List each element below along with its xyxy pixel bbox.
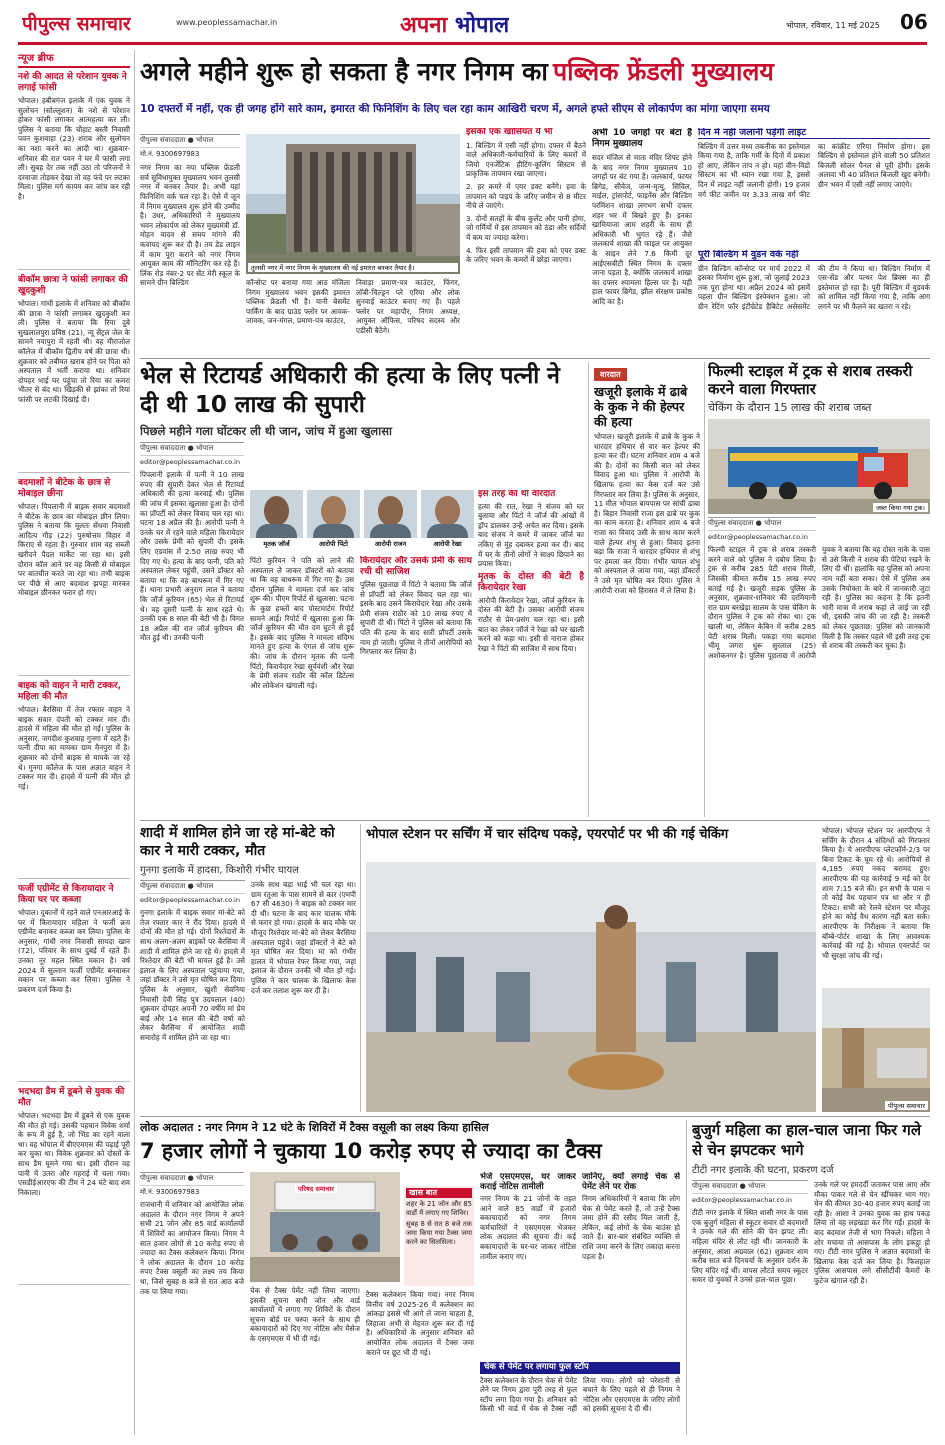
wood-box: [698, 250, 930, 354]
lokadalat-photo-caption: परिषद समाचार: [295, 1184, 337, 1193]
middle-rule: [140, 820, 930, 821]
wood-title: पूरी बिल्डिंग में वुडन वर्क नहीं: [698, 250, 930, 261]
offices-title: अभी 10 जगहों पर बंटा है निगम मुख्यालय: [592, 128, 692, 149]
mugshot-photo: [364, 490, 417, 538]
truck-photo: [708, 419, 930, 514]
wedding-subhead: गुनगा इलाके में हादसा, किशोरी गंभीर घायल: [140, 865, 299, 876]
highlight-item: शहर के 21 जोन और 85 वार्डों में लगाए गए शिविर।: [406, 1199, 472, 1217]
station-body: [822, 826, 930, 986]
face-icon: [378, 496, 403, 526]
page-number: 06: [900, 10, 928, 34]
liquor-body: फिल्मी स्टाइल में ट्रक से शराब तस्करी करने वाले को पुलिस ने दबोच लिया है। ट्रक से करीब 285 पेटी शराब मिली, जिसकी कीमत करीब 15 लाख रुपए बताई गई है। खजूरी सड़क पुलिस के अनुसार, शुक्रवार-शनिवार की दरमियानी रात ग्राम बरखेड़ा सालम के पास चेकिंग के दौरान पुलिस ने ट्रक को रोका था। ट्रक खाली था, लेकिन केबिन में करीब 285 पेटी शराब मिली। पकड़ा गया बदमाश भीमू जगरा धुरू सुरलाल (25) अशोकनगर है। पुलिस पूछताछ में आरोपी युवक ने बताया कि वह दोस्त नाके के पास से उसे किसी ने शराब की पेटियां रखने के लिए दी थीं। हालांकि यह पुलिस को अपना नाम नहीं बता सका। ऐसे में पुलिस अब उसके नियोक्ता के बारे में जानकारी जुटा रही है। पुलिस का कहना है कि इतनी भारी मात्रा में शराब कहां ले जाई जा रही थी, इसकी जांच की जा रही है। तस्करी को लेकर पूछताछ: पुलिस को जानकारी मिली है कि तस्कर पहले भी इसी तरह ट्रक से शराब की तस्करी कर चुका है।: [708, 545, 930, 660]
chain-subhead: टीटी नगर इलाके की घटना, प्रकरण दर्ज: [692, 1165, 834, 1176]
feature-box-item: 2. हर कमरे में एयर डक्ट बनेंगे। हवा के तापमान को पाइप के जरिए जमीन से 8 मीटर नीचे ले जाएंगे।: [466, 181, 586, 211]
crime-kicker: वारदात: [594, 368, 627, 381]
murder-subhead: पिछले महीने गला घोंटकर ली थी जान, जांच में हुआ खुलासा: [140, 424, 392, 438]
highlight-title: खास बात: [406, 1188, 472, 1198]
lead-body-2: कॉन्सेप्ट पर बनाया गया आठ मंजिला निगम मुख्यालय भवन इसकी इमारत पब्लिक फ्रेंडली भी है। यानी बेसमेंट पार्किंग के बाद ग्राउंड फ्लोर पर आवक-जावक, जन-मंगल, प्रमाण-पत्र काउंटर,: [246, 278, 350, 326]
mugshot-photo: [421, 490, 474, 538]
murder-body-1: पिपलानी इलाके में पत्नी ने 10 लाख रुपए की सुपारी देकर भेल से रिटायर्ड अधिकारी की हत्या करवाई थी। पुलिस की जांच में इसका खुलासा हुआ है। दोनों का प्रॉपर्टी को लेकर विवाद चल रहा था। घटना 18 अप्रैल की है। आरोपी पत्नी ने उनके घर में रहने वाले महिला किरायेदार और उसके प्रेमी को सुपारी दी। इसके लिए एडवांस में 2.50 लाख रुपए भी दिए गए थे। हत्या के बाद पत्नी, पति को अस्पताल लेकर पहुंची, उसने डॉक्टर को बताया था कि वह बाथरूम में गिर गए हैं। थाना प्रभारी अनुराग लाल ने बताया कि जॉर्ज कुरियन (65) भेल से रिटायर्ड थे। वह दूसरी पत्नी के साथ रहते थे। उनकी एक 8 साल की बेटी भी है। विगत 18 अप्रैल की रात जॉर्ज कुरियन की मौत हुई थी। उनकी पत्नी: [140, 470, 244, 643]
feature-box-item: 1. बिल्डिंग में एसी नहीं होगा। दफ्तर में बैठने वाले अधिकारी-कर्मचारियों के लिए कमरों में जियो एनर्जेटिक हीटिंग-कूलिंग सिस्टम से प्राकृतिक तापमान रखा जाएगा।: [466, 140, 586, 179]
feature-box-list: [466, 141, 586, 265]
fullstop-box: [480, 1362, 680, 1434]
liquor-email: editor@peoplessamachar.co.in: [708, 532, 808, 541]
news-brief-body: भोपाल। गांधी इलाके में शनिवार को बीकॉम की छात्रा ने फांसी लगाकर खुदकुशी कर ली। पुलिस ने बताया कि रिया दुबे सुखलालपुरा प्रविष्ठ (21), न्यू सेंट्रल जेल के सामने नयापुरा में रहती थी। वह मीराजोल कॉलेज में बीकॉम द्वितीय वर्ष की छात्रा थी। शुक्रवार को तबीयत खराब होने पर पिता को अस्पताल में भर्ती कराया था। शनिवार दोपहर भाई घर पहुंचा तो रिया का कमरा भीतर से बंद था। खिड़की से झांका तो रिया फांसी पर लटकी दिखाई दी।: [18, 299, 130, 404]
lokadalat-column-2: [250, 1286, 360, 1434]
tenant-body: आरोपी किरायेदार रेखा, जॉर्ज कुरियन के दोस्त की बेटी है। उसका आरोपी संजय राठौर से प्रेम-प्रसंग चल रहा था। इसी बात का लेकर जॉर्ज ने रेखा को घर खाली करने को कहा था। इसी से नाराज होकर रेखा ने पिंटो की साजिश में साथ दिया।: [478, 595, 584, 653]
offices-body: सदर मंजिल से माता मंदिर शिफ्ट होने के बाद नगर निगम मुख्यालय 10 जगहों पर बंट गया है। जलकार्य, फायर ब्रिगेड, सीवेज, जन्म-मृत्यु, सिविल, माईल, ट्रांसपोर्ट, फाइनेंस और बिल्डिंग परमिशन शाखा लगभग सभी दफ्तर शहर भर में बिखरे हुए हैं। इनका खामियाजा आम शहरी के साथ ही अधिकारी भी भुगत रहे हैं। जैसे जलकार्य शाखा की फाइल पर आयुक्त के साइन लेने 7.6 किमी दूर आईएसबीटी स्थित निगम के दफ्तर जाना पड़ता है, क्योंकि जलकार्य शाखा का दफ्तर श्यामला हिल्स पर है। यही हाल फायर ब्रिगेड, झील संरक्षण प्रकोष्ठ आदि का है।: [592, 153, 692, 306]
wedding-email: editor@peoplessamachar.co.in: [140, 895, 240, 904]
murder-byline: पीपुल्स संवाददाता ● भोपाल: [140, 442, 244, 456]
murder-column-1: [140, 442, 244, 817]
news-brief-title: बदमाशों ने बीटेक के छात्र से मोबाइल छीना: [18, 478, 111, 499]
liquor-headline: फिल्मी स्टाइल में ट्रक से शराब तस्करी करने वाला गिरफ्तार: [708, 362, 913, 398]
news-brief-item: [18, 275, 130, 473]
station-body-text: भोपाल। भोपाल स्टेशन पर आरपीएफ ने सर्चिंग के दौरान 4 संदिग्धों को गिरफ्तार किया है। ये आरपीएफ प्लेटफॉर्म-2/3 पर बिना टिकट के घूम रहे थे। आरोपियों से 4,185 रुपए नकद बरामद हुए। आरपीएफ की यह कार्रवाई 9 मई को देर शाम 7:15 बजे की। इन सभी के पास न तो कोई वैध पहचान पत्र था और न ही टिकट। सभी को रेलवे स्टेशन पर मौजूद होने का कोई वैध कारण नहीं बता सके। आरपीएफ के निरीक्षक ने बताया कि बॉम्बे-पोर्टर शाखा के लिए आवश्यक कार्रवाई की गई है। भोपाल एयरपोर्ट पर भी सुरक्षा जांच की गई।: [822, 826, 930, 960]
masthead-rule: [18, 42, 927, 45]
news-brief-list: [18, 72, 130, 1285]
crime-body: भोपाल। खजूरी इलाके में ढाबे के कुक ने धारदार हथियार से वार कर हेल्पर की हत्या कर दी। घटना शनिवार शाम 4 बजे की है। दोनों का किसी बात को लेकर विवाद हुआ था। पुलिस ने आरोपी के खिलाफ हत्या का केस दर्ज कर उसे गिरफ्तार कर लिया है। पुलिस के अनुसार, 11 मील भोपाल बायपास पर सांची ढाबा है। बिहार निवासी राजा इस ढाबे पर कुक का काम करता है। शनिवार शाम 4 बजे राजा का विवाद उसी के साथ काम करने वाले हेल्पर शंभु से हुआ। विवाद इतना बढ़ा कि राजा ने धारदार हथियार से शंभु पर हमला कर दिया। गंभीर घायल शंभु को अस्पताल ले जाया गया, जहां डॉक्टरों ने उसे मृत घोषित कर दिया। पुलिस ने आरोपी राजा को हिरासत में ले लिया है।: [594, 432, 700, 595]
incident-body: हत्या की रात, रेखा ने संजय को घर बुलाया और पिंटो ने जॉर्ज की आंखों में ड्रॉप डालकर उन्हें अचेत कर दिया। इसके बाद संजय ने कमरे में जाकर जॉर्ज का तकिए से मुंह दबाकर हत्या कर दी। बाद में घर के तीनों लोगों ने साक्ष्य छिपाने का प्रयास किया।: [478, 501, 584, 569]
face-icon: [435, 496, 460, 526]
lead-mobile: मो.नं. 9300697983: [140, 149, 200, 158]
station-headline: भोपाल स्टेशन पर सर्चिंग में चार संदिग्ध पकड़े, एयरपोर्ट पर भी की गई चेकिंग: [366, 827, 729, 842]
lead-byline: पीपुल्स संवाददाता ● भोपाल: [140, 134, 240, 148]
crime-right-rule: [704, 362, 705, 817]
lokadalat-highlight-box: [404, 1186, 474, 1286]
feature-box-item: 4. फिर इसी तापमान की हवा को एयर डक्ट के जरिए भवन के कमरों में छोड़ा जाएगा।: [466, 245, 586, 265]
airport-photo: [822, 988, 930, 1112]
lokadalat-column-4: [480, 1172, 576, 1360]
mugshot-photo: [307, 490, 360, 538]
sidebar-rule: [134, 50, 135, 1435]
brand-logo: पीपुल्स समाचार: [22, 13, 131, 35]
news-brief-item: [18, 884, 130, 1082]
wedding-body-1: गुनगा इलाके में बाइक सवार मां-बेटे को तेज रफ्तार कार ने रौंद दिया। हादसे में दोनों की मौत हो गई। दोनों रिश्तेदारों के साथ अलग-अलग बाइकों पर बैरसिया में शादी में शामिल होने जा रहे थे। हादसे में रिश्तेदार की बेटी भी घायल हुई है। उसे इलाज के लिए अस्पताल पहुंचाया गया, जहां डॉक्टर ने उसे मृत घोषित कर दिया। पुलिस के अनुसार, खुशी सेवनिया निवासी देवी सिंह पुत्र उदयलाल (40) शुक्रवार दोपहर अपनी 70 वर्षीय मां प्रेम बाई और 14 साल की बेटी वर्षा को लेकर बैरसिया में आयोजित शादी समारोह में शामिल होने जा रहा था।: [140, 908, 245, 1042]
lokadalat-body-3: टैक्स कलेक्शन किया गया। नगर निगम वित्तीय वर्ष 2025-26 में कलेक्शन का आंकड़ा इससे भी आगे ले जाना चाहता है, लिहाजा अभी से मेहनत शुरू कर दी गई है। अधिकारियों के अनुसार शनिवार को आयोजित लोक अदालत में टैक्स जमा कराने पर छूट भी दी गई।: [366, 1290, 474, 1357]
lokadalat-body-1: राजधानी में शनिवार को आयोजित लोक अदालत के दौरान नगर निगम ने अपने सभी 21 जोन और 85 वार्ड कार्यालयों में शिविरों का आयोजन किया। निगम ने सात हजार लोगों से 10 करोड़ रुपए से ज्यादा का टैक्स कलेक्शन किया। निगम ने लोक अदालत के दौरान 10 करोड़ रुपए टैक्स वसूली का लक्ष्य तय किया था, जिसे सुबह 8 बजे से रात आठ बजे तक पा लिया गया।: [140, 1200, 244, 1296]
mugshot: [307, 490, 360, 548]
feature-box-title: इसकी एक खासियत ये भी: [466, 128, 553, 137]
lokadalat-column-5: [582, 1172, 680, 1360]
mugshot-photo: [250, 490, 303, 538]
news-brief-sidebar: [18, 50, 130, 1435]
liquor-byline: पीपुल्स संवाददाता ● भोपाल: [708, 517, 816, 531]
section-title-right: भोपाल: [454, 13, 510, 38]
lead-bottom-rule: [140, 358, 930, 359]
news-brief-title: फर्जी एग्रीमेंट से किरायादार ने किया घर पर कब्जा: [18, 884, 114, 905]
sms-body: नगर निगम के 21 जोनों के तहत आने वाले 85 वार्डों में हजारों बकायादारों को नगर निगम कर्मचारियों ने एसएमएस भेजकर लोक अदालत की सूचना दी। कई बकायादारों के घर-घर जाकर नोटिस तामील कराए गए।: [480, 1194, 576, 1261]
murder-email: editor@peoplessamachar.co.in: [140, 457, 240, 466]
news-brief-item: [18, 1087, 130, 1285]
lead-body-1: नगर निगम का नया पब्लिक फ्रेंडली सर्व सुविधायुक्त मुख्यालय भवन तुलसी नगर में बनकर तैयार है। अभी यहां फिनिशिंग वर्क चल रहा है। ऐसे में जून में निगम मुख्यालय शुरू होने की उम्मीद है। उधर, अधिकारियों ने मुख्यालय भवन लोकार्पण को लेकर मुख्यमंत्री डॉ. मोहन यादव से समय मांगने की कवायद शुरू कर दी है। तय डेड लाइन में काम पूरा कराने को नगर निगम आयुक्त काम की मॉनिटरिंग कर रहे हैं। लिंक रोड नंबर-2 पर सेंट मेरी स्कूल के सामने ग्रीन बिल्डिंग: [140, 163, 240, 288]
masthead: [0, 0, 945, 46]
chain-body-2: उनके गले पर हमदर्दी जताकर पास आए और मौका पाकर गले से चेन खींचकर भाग गए। चेन की कीमत 30-40 हजार रुपए बताई जा रही है। आशा ने उनका युवक का हाथ पकड़ लिया तो वह लड़खड़ा कर गिर गईं। हादसे के बाद बदमाश तेजी से भाग निकले। महिला ने शोर मचाया तो आसपास के लोग इकट्ठा हो गए। टीटी नगर पुलिस ने अज्ञात बदमाशों के खिलाफ केस दर्ज कर लिया है। फिलहाल पुलिस आसपास लगे सीसीटीवी कैमरों के फुटेज खंगाल रही है।: [814, 1180, 930, 1285]
section-title: [400, 9, 509, 39]
mugshot: [364, 490, 417, 548]
lokadalat-photo: [250, 1172, 400, 1282]
fullstop-body: टैक्स कलेक्शन के दौरान चेक से पेमेंट लेने पर निगम द्वारा पूरी तरह से फुल स्टॉप लगा दिया गया है। शनिवार को किसी भी वार्ड में चेक से टैक्स नहीं लिया गया। लोगों को परेशानी से बचाने के लिए पहले से ही निगम ने नोटिस और एसएमएस के जरिए लोगों को इसकी सूचना दे दी थी।: [480, 1375, 680, 1414]
mugshot-label: आरोपी रेखा: [433, 540, 462, 548]
daylight-title: दिन में नहीं जलानी पड़ेगी लाइट: [698, 128, 930, 139]
lokadalat-kicker: लोक अदालत : नगर निगम ने 12 घंटे के शिविरों में टैक्स वसूली का लक्ष्य किया हासिल: [140, 1121, 489, 1134]
lead-headline-highlight: पब्लिक फ्रेंडली मुख्यालय: [552, 57, 774, 86]
lokadalat-column-3: [366, 1290, 474, 1434]
news-brief-title: बाइक को वाहन ने मारी टक्कर, महिला की मौत: [18, 681, 121, 702]
news-brief-item: [18, 681, 130, 879]
conspiracy-title: किरायेदार और उसके प्रेमी के साथ रची थी साजिश: [360, 556, 472, 577]
mugshot-label: आरोपी राजन: [374, 540, 407, 548]
lokadalat-byline: पीपुल्स संवाददाता ● भोपाल: [140, 1172, 244, 1186]
lead-body-3: निवाड़ा प्रमाण-पत्र काउंटर, फिंगर, लॉबी-चिल्ड्रन प्ले एरिया और लोक सुनवाई काउंटर बनाए गए हैं। पहले फ्लोर पर महापौर, निगम अध्यक्ष, आयुक्त ऑफिस, परिषद सदस्य और एडीसी बैठेंगे।: [356, 278, 460, 335]
truck-photo-caption: जब्त किया गया ट्रक।: [873, 503, 928, 512]
shoulders-icon: [256, 524, 297, 538]
mugshot: [250, 490, 303, 548]
face-icon: [264, 496, 289, 526]
highlight-list: [406, 1200, 472, 1247]
wedding-headline: शादी में शामिल होने जा रहे मां-बेटे को कार ने मारी टक्कर, मौत: [140, 825, 335, 859]
wedding-byline: पीपुल्स संवाददाता ● भोपाल: [140, 880, 245, 894]
news-brief-title: बीकॉम छात्रा ने फांसी लगाकर की खुदकुशी: [18, 275, 128, 296]
shoulders-icon: [313, 524, 354, 538]
hq-building-photo: [246, 134, 460, 274]
murder-column-4: [478, 490, 584, 817]
cheque-body: निगम अधिकारियों ने बताया कि लोग चेक से पेमेंट करते हैं, तो उन्हें टैक्स जमा होने की रसीद मिल जाती है, लेकिन, कई लोगों के चेक बाउंस हो जाते हैं। बार-बार संबंधित व्यक्ति से राशि जमा करने के लिए तकादा करना पड़ता है।: [582, 1194, 680, 1261]
sms-title: भेजे एसएमएस, घर जाकर कराई नोटिस तामीली: [480, 1172, 576, 1192]
section-title-left: अपना: [400, 13, 448, 38]
wedding-right-rule: [360, 824, 361, 1112]
mugshot-label: आरोपी पिंटो: [319, 540, 348, 548]
conspiracy-body: पुलिस पूछताछ में पिंटो ने बताया कि जॉर्ज से प्रॉपर्टी को लेकर विवाद चल रहा था। इसके बाद उसने किरायेदार रेखा और उसके प्रेमी संजय राठौर को 10 लाख रुपए में सुपारी दी थी। पिंटो ने पुलिस को बताया कि पति की हत्या के बाद सारी प्रॉपर्टी उसके नाम हो जाती। पुलिस ने तीनों आरोपियों को गिरफ्तार कर लिया है।: [360, 580, 472, 657]
airport-photo-caption: पीपुल्स समाचार: [885, 1101, 928, 1110]
news-brief-body: भोपाल। दुकानों में रहने वाले एनआरआई के घर में किरायादार महिला ने फर्जी क्रय एग्रीमेंट बनाकर कब्जा कर लिया। पुलिस के अनुसार, गांधी नगर निवासी सायदा खान (72), परिवार के साथ दुबई में रहते हैं। उनका नूर महल स्थित मकान है। वर्ष 2024 में सुल्तान फर्जी एग्रीमेंट बनवाकर मकान पर कब्जा कर लिया। पुलिस ने प्रकरण दर्ज किया है।: [18, 908, 130, 994]
murder-column-2: [250, 556, 354, 817]
wedding-body-2: उनके साथ बड़ा भाई भी चल रहा था। ग्राम रतुआ के पास सामने से कार (एमपी 67 सी 4630) ने बाइक को टक्कर मार दी थी। घटना के बाद कार चालक मौके से फरार हो गया। हादसे के बाद मौके पर मौजूद रिश्तेदार मां-बेटे को लेकर बैरसिया अस्पताल पहुंचे। जहां डॉक्टरों ने बेटे को मृत घोषित कर दिया। मां को गंभीर हालत में भोपाल रेफर किया गया, जहां इलाज के दौरान उनकी भी मौत हो गई। पुलिस ने कार चालक के खिलाफ केस दर्ज कर तलाश शुरू कर दी है।: [251, 880, 356, 995]
liquor-story: [708, 362, 930, 817]
daylight-box: [698, 128, 930, 246]
news-brief-title: भदभदा डैम में डूबने से युवक की मौत: [18, 1087, 125, 1108]
hq-photo-caption: तुलसी नगर में नगर निगम के मुख्यालय की नई इमारत बनकर तैयार है।: [248, 263, 458, 272]
daylight-body: बिल्डिंग में उत्तर मध्य तकनीक का इस्तेमाल किया गया है, ताकि गर्मी के दिनों में प्रकाश हो आए, लेकिन ताप न हो। यहां वीन-विडो सिस्टम का भी ध्यान रखा गया है, इससे दिन में लाइट नहीं जलानी होगी। 19 हजार वर्ग फीट जमीन पर 3.33 लाख वर्ग फीट का कांक्रीट एरिया निर्माण होगा। इस बिल्डिंग से इस्तेमाल होने वाली 50 प्रतिशत बिजली सोलर पैनल से पूरी होगी। इसके अलावा भी 40 प्रतिशत बिजली खुद बनेगी। ग्रीन भवन में एसी नहीं लगाए जाएंगे।: [698, 141, 930, 199]
murder-right-rule: [588, 362, 589, 817]
cheque-title: जानिए, क्यों लगाई चेक से पेमेंट लेने पर रोक: [582, 1172, 680, 1192]
news-brief-tag: न्यूज ब्रीफ: [18, 50, 130, 68]
news-brief-body: भोपाल। बैरसिया में तेज रफ्तार वाहन ने बाइक सवार दंपती को टक्कर मार दी। हादसे में महिला की मौत हो गई। पुलिस के अनुसार, जगदीश कुशवाह गुनगा में रहते हैं। पत्नी दीपा का मायका ग्राम मैनपुरा में है। शुक्रवार को दोनों बाइक से मायके जा रहे थे। गुनगा कॉलेज के पास अज्ञात वाहन ने टक्कर मार दी। हादसे में पत्नी की मौत हो गई।: [18, 705, 130, 791]
lower-rule: [140, 1116, 930, 1117]
news-brief-body: भोपाल। पिपलानी में बाइक सवार बदमाशों ने बीटेक के छात्र का मोबाइल छीन लिया। पुलिस ने बताया कि मूलतः सेंधवा निवासी आदित्य गौड़ (22) पुरुषोत्तम विहार में किराए से रहता है। गुरुवार शाम वह सब्जी खरीदने पैदल मार्केट जा रहा था। इसी दौरान कॉल आने पर वह किसी से मोबाइल पर बातचीत करते जा रहा था। तभी बाइक पर पीछे से आए बदमाश झपट्टा मारकर मोबाइल छीनकर फरार हो गए।: [18, 502, 130, 598]
chain-email: editor@peoplessamachar.co.in: [692, 1195, 792, 1204]
news-brief-body: भोपाल। भदभदा डैम में डूबने से एक युवक की मौत हो गई। उसकी पहचान विवेक शर्मा के रूप में हुई है, जो भिंड का रहने वाला था। वह भोपाल में बीएएमएस की पढ़ाई पूरी कर चुका था। विवेक शुक्रवार को दोस्तों के साथ डैम घूमने गया था। इसी दौरान वह पानी में उतरा और गहराई में चला गया। एसडीईआरएफ की टीम ने 24 घंटे बाद शव निकाला।: [18, 1111, 130, 1197]
face-icon: [321, 496, 346, 526]
murder-body-2: पिंटो कुरियन ने पति को लाने की अस्पताल ले जाकर डॉक्टरों को बताया था कि वह बाथरूम में गिर गए हैं। उस दौरान पुलिस ने मामला दर्ज कर जांच शुरू की। पीएम रिपोर्ट से खुलासा: घटना के कुछ हफ्तों बाद पोस्टमार्टम रिपोर्ट सामने आई। रिपोर्ट में खुलासा हुआ कि जॉर्ज कुरियन की मौत दम घुटने से हुई है। इसके बाद पुलिस ने मामला संदिग्ध मानते हुए हत्या के एंगल से जांच शुरू की। जांच के दौरान मृतक की पत्नी पिंटो, किरायेदार रेखा सूर्यवंशी और रेखा के प्रेमी संजय राठौर की कॉल डिटेल्स और लोकेशन खंगाली गई।: [250, 556, 354, 690]
fullstop-title: चेक से पेमेंट पर लगाया फुल स्टॉप: [480, 1362, 680, 1374]
incident-title: इस तरह की थी वारदात: [478, 490, 556, 499]
news-brief-item: [18, 72, 130, 270]
dateline: भोपाल, रविवार, 11 मई 2025: [786, 21, 880, 30]
lead-headline: [140, 54, 930, 100]
crime-story: [594, 362, 700, 817]
wedding-story: [140, 824, 356, 1112]
wood-body: ग्रीन बिल्डिंग कॉन्सेप्ट पर मार्च 2022 में इसका निर्माण शुरू हुआ, जो जुलाई 2023 तक पूरा होना था। अप्रैल 2024 को इसमें पहला ग्रीन बिल्डिंग इंस्पेक्शन हुआ। जो ग्रीन रेटिंग फॉर इंटीग्रेटेड हैबिटेट असेसमेंट की टीम ने किया था। बिल्डिंग निर्माण में एस-सेंड और पत्थर पेश ब्रिक्स का ही इस्तेमाल हो रहा है। पूरी बिल्डिंग में वुडवर्क को शामिल नहीं किया गया है, ताकि आग लगने पर भी फैलने का खतरा न रहे।: [698, 263, 930, 311]
lokadalat-right-rule: [686, 1120, 687, 1435]
chain-byline: पीपुल्स संवाददाता ● भोपाल: [692, 1180, 808, 1194]
lokadalat-headline: 7 हजार लोगों ने चुकाया 10 करोड़ रुपए से ज्यादा का टैक्स: [140, 1139, 602, 1163]
news-brief-item: [18, 478, 130, 676]
murder-column-3: [360, 556, 472, 817]
news-brief-title: नशे की आदत से परेशान युवक ने लगाई फांसी: [18, 72, 127, 93]
lokadalat-column-1: [140, 1172, 244, 1434]
murder-headline: भेल से रिटायर्ड अधिकारी की हत्या के लिए पत्नी ने दी थी 10 लाख की सुपारी: [140, 363, 560, 418]
mugshot: [421, 490, 474, 548]
lead-headline-plain: अगले महीने शुरू हो सकता है नगर निगम का: [140, 57, 548, 86]
feature-box-item: 3. दोनों सतहों के बीच कुलेंट और पानी होगा, जो गर्मियों में इस तापमान को ठंडा और सर्दियों में कम या ज्यादा करेगा।: [466, 213, 586, 242]
chain-story: [692, 1120, 930, 1435]
crime-headline: खजूरी इलाके में ढाबे के कुक ने की हेल्पर की हत्या: [594, 384, 688, 429]
lead-subhead: 10 दफ्तरों में नहीं, एक ही जगह होंगे सारे काम, इमारत की फिनिशिंग के लिए चल रहा काम आखिरी चरण में, अगले हफ्ते सीएम से लोकार्पण का मांगा जाएगा समय: [140, 103, 770, 115]
mugshot-label: मृतक जॉर्ज: [263, 540, 290, 548]
chain-headline: बुजुर्ग महिला का हाल-चाल जाना फिर गले से चेन झपटकर भागे: [692, 1121, 922, 1159]
news-brief-body: भोपाल। हबीबगंज इलाके में एक युवक ने सुलोचन (सोल्लूशन) के नशे से परेशान होकर फांसी लगाकर आत्महत्या कर ली। पुलिस ने बताया कि चौहाट बस्ती निवासी पवन कुशवाहा (23) शराब और सुलोचन का नशा करने का आदी था। शुक्रवार-शनिवार की रात पवन ने घर में फांसी लगा ली। सुबह देर तक नहीं उठा तो परिजनों ने दरवाजा तोड़कर देखा तो वह फंदे पर लटका मिला। पुलिस मर्ग कायम कर जांच कर रही है।: [18, 96, 130, 201]
shoulders-icon: [370, 524, 411, 538]
highlight-item: सुबह 8 से रात 8 बजे तक जमा किया गया टैक्स जमा करने का सिलसिला।: [406, 1219, 472, 1246]
lokadalat-body-2: चेक से टैक्स पेमेंट नहीं लिया जाएगा। इसकी सूचना सभी जोन और वार्ड कार्यालयों में लगाए गए शिविरों के दौरान सूचना बोर्ड पर चस्पा करने के साथ ही बकायादारों को दिए गए नोटिस और मैसेज के एसएमएस में भी दी गई।: [250, 1286, 360, 1343]
chain-body-1: टीटी नगर इलाके में स्थित शासी नगर के पास एक बुजुर्ग महिला से स्कूटर सवार दो बदमाशों ने उनके गले की सोने की चेन झपट ली। महिला मंदिर से लौट रही थीं। जानकारी के अनुसार, आशा अग्रवाल (62) शुक्रवार शाम करीब सात बजे दिनचर्या के अनुसार दर्शन के लिए मंदिर गई थीं। वापस लौटते समय स्कूटर सवार दो युवकों ने उनसे हाल-चाल पूछा।: [692, 1208, 808, 1285]
tenant-title: मृतक के दोस्त की बेटी है किरायेदार रेखा: [478, 571, 584, 593]
shoulders-icon: [427, 524, 468, 538]
station-photo: [366, 862, 816, 1112]
liquor-subhead: चेकिंग के दौरान 15 लाख की शराब जब्त: [708, 401, 872, 414]
lokadalat-mobile: मो.नं. 9300697983: [140, 1187, 200, 1196]
mugshots-row: [250, 490, 476, 550]
website-link[interactable]: www.peoplessamachar.in: [176, 18, 278, 27]
